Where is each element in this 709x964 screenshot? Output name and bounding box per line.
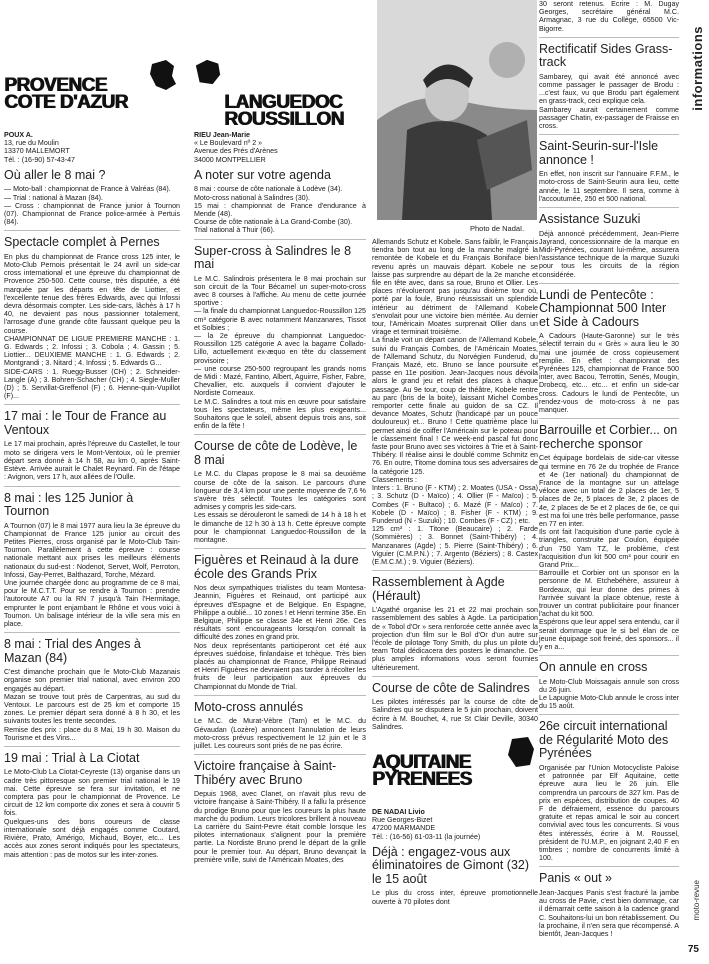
article-paragraph: CHAMPIONNAT DE LIGUE PREMIERE MANCHE : 1. G. Edwards ; 2. Infossi ; 3. Cobola ; 4. Gassin ; 5. Liottier... DEUXIEME MANCHE : 1. G. Edwards ; 2. Montgrandi ; 3. Nitard ; 4. Infossi ; 5. Edwards G... (4, 334, 180, 368)
article-title: Spectacle complet à Pernes (4, 235, 160, 250)
article-paragraph: Le M.C. du Clapas propose le 8 mai sa deuxième course de côte de la saison. Le parcours d'une longueur de 3,4 km pour une pente moyenne de 7,6 % s'avère très sélectif. Toutes les catégories sont admises y compris les side-cars. (194, 470, 366, 512)
article-paragraph: Une journée chargée donc au programme de ce 8 mai, pour le M.C.T.T. Pour se rendre à Tournon : prendre l'autoroute A7 ou la RN 7 jusqu'à Tain l'Hermitage, emprunter le pont enjambant le Rhône et vous voici à Tournon. Un balisage intérieur de la ville sera mis en place. (4, 578, 180, 628)
article-separator (539, 283, 679, 284)
article-separator (194, 548, 366, 549)
article-paragraph: 30 seront retenus. Ecrire : M. Dugay Georges, secrétaire général M.C. Armagnac, 3 rue du Collège, 65500 Vic-Bigorre. (539, 0, 679, 33)
article-paragraph: Moto-cross national à Salindres (30). (194, 193, 310, 202)
article-paragraph: Cet équipage bordelais de side-car vitesse qui termine en 76 2e du trophée de France et 4e (1er national) du championnat de France de la montagne sur un attelage véloce avec un total de 2 places de 1er, 5 places de 2e, 5 places de 3e, 2 places de 4e, 2 places de 5e et 2 places de 6e, ce qui est ma foi une très belle performance, passe en 77 en inter. (539, 454, 679, 528)
provence-banner: PROVENCE COTE D'AZUR (4, 60, 180, 128)
column-provence (4, 0, 180, 964)
correspondent-line: 47200 MARMANDE (372, 824, 436, 833)
article-paragraph: Sambarey aurait certainement comme passager Chatin, ex-passager de Fraisse en cross. (539, 105, 679, 131)
article-title: Super-cross à Salindres le 8 mai (194, 243, 352, 272)
article-title: Rectificatif Sides Grass-track (539, 41, 673, 70)
correspondent-line: Tél. : (16-90) 57-43-47 (4, 155, 75, 164)
article-title: 26e circuit international de Régularité Moto des Pyrénées (539, 719, 669, 761)
article-title: Figuères et Reinaud à la dure école des Grands Prix (194, 553, 359, 581)
article-title: Déjà : engagez-vous aux éliminatoires de Gimont (32) le 15 août (372, 844, 530, 886)
section-side-label: informations (690, 26, 705, 111)
article-title: Course de côte de Lodève, le 8 mai (194, 439, 358, 467)
article-separator (4, 746, 180, 747)
magazine-name: moto-revue (692, 880, 701, 921)
article-paragraph: Sambarey, qui avait été annoncé avec comme passager le passager de Brodu : ...c'est faux, vu que Brodu part également en grass-track, ceci explique cela. (539, 72, 679, 106)
article-title: Panis « out » (539, 871, 612, 886)
article-separator (194, 754, 366, 755)
article-paragraph: Le 17 mai prochain, après l'épreuve du Castellet, le tour moto se dirigera vers le Mont-Ventoux, où le premier départ sera donné à 14 h 58, au km 0, après Saint-Estève. Arrivée aurait le Chalet Reynard. Fin de l'étape : Avignon, vers 17 h, aux allées de l'Oulle. (4, 440, 180, 482)
article-separator (539, 134, 679, 135)
article-separator (539, 207, 679, 208)
article-separator (4, 230, 180, 231)
aquitaine-banner: AQUITAINE PYRENEES (372, 737, 538, 805)
article-title: Assistance Suzuki (539, 212, 641, 227)
article-paragraph: La finale voit un départ canon de l'Allemand Kobele, suivi du Français Combes, de l'Américain Moates, de l'Allemand Schutz, du Norvégien Funderud, du Français Mazé, etc. Bruno se lance poursuite et passe en 11e position. Jean-Jacques nous dévoila alors le grand jeu et refait des places à chaque passage. Au 9e tour, coup de théâtre, Kobele rentre au parc (bris de la boite), laissant Michel Combes remporter cette finale au guidon de sa CZ. Il devance Moates, Schutz (handicapé par un pouce douloureux) et... Bruno ! Cette quatrième place lui permet ainsi de coiffer l'Américain sur le poteau pour le classement final ! Ce week-end pascal fut donc faste pour Bruno avec ses victoires à Trie et à Saint-Thibéry. Il réalise ainsi le doublé comme Schmitz en 76. En outre, Titome domina tous ses adversaires de la catégorie 125. (372, 336, 538, 476)
article-title: A noter sur votre agenda (194, 167, 331, 182)
right-articles (539, 0, 679, 938)
article-paragraph: Allemands Schutz et Kobele. Sans faiblir, le Français tiendra bon tout au long de la manche malgré la remontée de Kobele et du Français Boniface bien revenu après un mauvais départ. Kobele ne se laisse pas surprendre au départ de la 2e manche et file en tête avec, dans sa roue, Bruno et Ollier. Les places n'évolueront pas jusqu'au dixième tour où, porté par la foule, Bruno réussissait un splendide intérieur au détriment de l'Allemand Kobele s'envolait pour une victoire bien méritée. Au dernier tour, l'Américain Moates surprenait Ollier dans un virage et terminait troisième. (372, 238, 538, 337)
article-paragraph: Le M.C. Salindrois présentera le 8 mai prochain sur son circuit de la Tour Bécamel un super-moto-cross avec 8 courses à l'affiche. Au menu de cette journée sportive : (194, 274, 366, 308)
column-languedoc (194, 0, 366, 964)
article-paragraph: En effet, non inscrit sur l'annuaire F.F.M., le moto-cross de Saint-Seurin aura lieu, cette année, le 11 septembre. Il sera, comme à l'accoutumée, 250 et 500 national. (539, 170, 679, 203)
article-separator (372, 676, 538, 677)
region-map-icon (194, 56, 222, 88)
aquitaine-article (372, 846, 538, 906)
article-separator (539, 655, 679, 656)
article-title: Où aller le 8 mai ? (4, 167, 106, 182)
article-paragraph: Ils ont fait l'acquisition d'une partie cycle à triangles, construite par Coulon, équipée d'un 750 Yam TZ, le problème, c'est l'acquisition d'un kit 500 cm³ pour courir en Grand Prix... (539, 528, 679, 569)
article-title: 8 mai : Trial des Anges à Mazan (84) (4, 637, 141, 665)
middle-articles (372, 238, 538, 731)
rider-photo (377, 0, 537, 220)
correspondent-line: 13370 MALLEMORT (4, 147, 70, 156)
article-separator (194, 695, 366, 696)
article-separator (4, 404, 180, 405)
article-paragraph: En plus du championnat de France cross 125 inter, le Moto-Club Pernois présentait le 24 avril un side-car cross international et une épreuve du championnat de Provence 250-500. Cette course, très disputée, a été marquée par les départs en tête de Liottier, et l'excellente tenue des frères Edwards, avec qui Infossi devra désormais compter. Les side-cars, lâchés à 17 h 40, ne devaient pas nous passionner totalement, l'arrosage d'une grande côte faussant quelque peu la course. (4, 252, 180, 335)
languedoc-correspondent (194, 131, 366, 164)
article-paragraph: Le Moto-Club Moissagais annule son cross du 26 juin. (539, 677, 679, 694)
article-paragraph: Les pilotes intéressés par la course de côte de Salindres qui se disputera le 5 juin prochain, doivent écrire à M. Bouchet, 4, rue St Clair Deville, 30340 Salindres. (372, 698, 538, 731)
page-number: 75 (687, 944, 699, 955)
article-paragraph: Course de côte nationale à La Grand-Combe (30). (194, 218, 353, 227)
article-title: Moto-cross annulés (194, 699, 304, 714)
article-separator (539, 866, 679, 867)
article-paragraph: Barrouille et Corbier ont un sponsor en la personne de M. Etchebéhère, assureur à Bordeaux, qui leur donne des primes à l'arrivée suivant la place obtenue, reste à trouver un contrat publicitaire pour financer l'achat du kit 500. (539, 569, 679, 619)
article-paragraph: A Cadours (Haute-Garonne) sur le très sélectif terrain du « Grès » aura lieu le 30 mai une journée de cross copieusement remplie. En effet : championnat des Pyrénées 125, championnat de France 500 inter, avec Bacou, Terrottin, Senés, Mougin, Drobecq, etc... etc... et enfin un side-car cross. Cadours le lundi de Pentecôte, un rendez-vous de moto-cross à ne pas manquer. (539, 332, 679, 415)
languedoc-articles (194, 169, 366, 864)
article-title: 19 mai : Trial à La Ciotat (4, 750, 140, 765)
article-paragraph: Depuis 1968, avec Clanet, on n'avait plus revu de victoire française à Saint-Thibéry. Il a fallu la présence du prodige Bruno pour que les coureurs la plus haute marche du podium. Leurs tricolores brillent à nouveau La carrière du Saint-Pevre était comble lorsque les pilotes internationaux s'alignent pour la première partie. La Nordiste Bruno prend le départ de la grille pour le premier tour. Au départ, Bruno devançait la première vrille, suivi de l'Américain Moates, des (194, 790, 366, 864)
article-paragraph: 8 mai : course de côte nationale à Lodève (34). (194, 185, 343, 194)
article-paragraph: Déjà annoncé précédemment, Jean-Pierre Jayrand, concessionnaire de la marque en Midi-Pyrénées, courant lui-même, assurera l'assistance technique de la marque Suzuki pour tous les circuits de la région considérée. (539, 229, 679, 279)
article-paragraph: Le plus du cross inter, épreuve promotionnelle ouverte à 70 pilotes dont (372, 889, 538, 906)
correspondent-line: Avenue des Prés d'Arènes (194, 147, 278, 156)
languedoc-banner: LANGUEDOC ROUSSILLON (194, 60, 366, 128)
correspondent-line: Tél. : (16-56) 61-03-11 (la journée) (372, 832, 481, 841)
article-paragraph: Espérons que leur appel sera entendu, car il serait dommage que le si bel élan de ce jeune équipage soit freiné, des sponsors... il y en a... (539, 618, 679, 651)
article-paragraph: Nos deux sympathiques trialistes du team Montesa-Jeannin, Figuères et Reinaud, ont participé aux épreuves d'Espagne et de Belgique. En Espagne, Philippe a oublié... 10 zones ! et Henri termine 35e. En Belgique, Philippe se classe 34e et Henri 26e. Ces résultats sont encourageants lorsqu'on connaît la difficulté des zones en grand prix. (194, 584, 366, 642)
article-paragraph: Jean-Jacques Panis s'est fracturé la jambe au cross de Pavie, c'est bien dommage, car il démarrait cette saison à la cadence grand C. Souhaitons-lui un bon rétablissement. Ou la prochaine, il n'en sera que récompensé. A bientôt, Jean-Jacques ! (539, 888, 679, 938)
article-paragraph: Mazan se trouve tout près de Carpentras, au sud du Ventoux. Le parcours est de 25 km et comporte 15 zones. Le premier départ sera donné à 8 h 30, et les suivants toutes les trente secondes. (4, 692, 180, 726)
correspondent-line: 13, rue du Moulin (4, 139, 59, 148)
correspondent-line: Rue Georges-Bizet (372, 816, 433, 825)
correspondent-line: 34000 MONTPELLIER (194, 155, 266, 164)
article-paragraph: — une course 250-500 regroupant les grands noms de Midi : Mazé, Fantino, Albert, Aguirre, Fisher, Fabre, Chevallier, etc. auxquels il convient d'ajouter le Nordiste Corneaux. (194, 364, 366, 398)
provence-correspondent (4, 131, 180, 164)
article-title: On annule en cross (539, 660, 648, 675)
article-paragraph: Quelques-uns des bons coureurs de classe internationale sont déjà engagés comme Coutard, Rivière, Prato, Amérigo, Michaud, Boyer, etc... Les accès aux zones seront indiqués pour les spectateurs, mais attention : pas de motos sur les inter-zones. (4, 817, 180, 859)
photo-caption: Photo de Nadaï. (470, 224, 525, 233)
article-paragraph: Organisée par l'Union Motocycliste Paloise et patronnée par Elf Aquitaine, cette épreuve aura lieu le 26 juin. Elle comprendra un parcours de 327 km. Pas de prix en espèces, distribution de coupes. 40 F de défraiement, essence du parcours gratuite et repas amical le soir au concert convivial avec tous les concurrents. Si vous êtes intéressés, écrire à M. Roussel, président de l'U.M.P., en joignant 2,40 F en timbres ; nombre de concurrents limité à 100. (539, 763, 679, 863)
article-paragraph: Trial national à Thuir (66). (194, 226, 275, 235)
correspondent-line: POUX A. (4, 131, 33, 139)
article-paragraph: 15 mai : championnat de France d'endurance à Mende (48). (194, 201, 366, 218)
article-paragraph: Classements : (372, 475, 417, 484)
article-paragraph: Le Moto-Club La Ciotat-Ceyreste (13) organise dans un cadre très pittoresque son premier trial national le 19 mai. Cette épreuve se fera sur invitation, et ne comptera pas pour le championnat de Provence. Le circuit de 12 km comporte dix zones et sera à couvrir 5 fois. (4, 768, 180, 818)
article-paragraph: — Cross : championnat de France junior à Tournon (07). Championnat de France police-armée à Pertuis (84). (4, 201, 180, 227)
article-paragraph: Inters : 1. Bruno (F - KTM) ; 2. Moates (USA - Ossa) ; 3. Schutz (D - Maïco) ; 4. Ollier (F - Maïco) ; 5. Combes (F - Bultaco) ; 6. Mazé (F - Maïco) ; 7. Kobele (D - Maïco) ; 8. Fisher (F - KTM) ; 9. Funderud (N - Suzuki) ; 10. Combes (F - CZ) ; etc. (372, 484, 538, 525)
article-paragraph: Nos deux représentants participeront cet été aux épreuves suédoise, finlandaise et tchèque. Très bien placés au championnat de France, Philippe Reinaud et Henri Figuères ne devraient pas tarder à récolter les fruits de leur participation aux épreuves du Championnat du Monde de Trial. (194, 641, 366, 691)
article-paragraph: — Moto-ball : championnat de France à Valréas (84). (4, 185, 171, 194)
article-paragraph: — la 2e épreuve du championnat Languedoc-Roussillon 125 catégorie A avec la bagarre Collado-Lillo, actuellement ex-æquo en tête du classement provisoire ; (194, 331, 366, 365)
article-paragraph: C'est dimanche prochain que le Moto-Club Mazanais organise son premier trial national, avec environ 200 engagés au départ. (4, 668, 180, 693)
correspondent-line: DE NADAI Livio (372, 808, 425, 817)
region-map-icon (506, 735, 536, 769)
correspondent-line: « Le Boulevard nº 2 » (194, 139, 263, 148)
article-title: Barrouille et Corbier... on recherche sponsor (539, 423, 678, 451)
provence-articles (4, 169, 180, 859)
article-separator (539, 37, 679, 38)
article-title: 17 mai : le Tour de France au Ventoux (4, 409, 167, 437)
article-separator (539, 714, 679, 715)
article-separator (4, 486, 180, 487)
article-paragraph: — la finale du championnat Languedoc-Roussillon 125 cm³ catégorie B avec notamment Manzanares, Tissot et Solbies ; (194, 307, 366, 332)
article-title: Saint-Seurin-sur-l'Isle annonce ! (539, 139, 659, 167)
column-right (539, 0, 679, 964)
article-title: Victoire française à Saint-Thibéry avec Bruno (194, 759, 337, 787)
article-separator (4, 632, 180, 633)
article-separator (194, 239, 366, 240)
article-separator (539, 418, 679, 419)
article-paragraph: Remise des prix : place du 8 Mai, 19 h 30. Maison du Tourisme et des Vins... (4, 725, 180, 742)
article-paragraph: Le Lapugnie Moto-Club annule le cross inter du 15 août. (539, 694, 679, 711)
aquitaine-correspondent (372, 808, 538, 841)
article-paragraph: A Tournon (07) le 8 mai 1977 aura lieu la 3e épreuve du Championnat de France 125 junior au circuit des Petites Pierres, cross organisé par le Moto-Club Tain-Tournon. Parallèlement à cette épreuve : course nationale mettant aux prises les meilleurs éléments nationaux du sud-est : Nodenot, Servet, Wolf, Perroton, Infossi, Gay-Perret, Balthazard, Torche, Mézard. (4, 521, 180, 579)
column-middle (372, 238, 538, 964)
article-title: Lundi de Pentecôte : Championnat 500 Inter et Side à Cadours (539, 287, 667, 329)
article-paragraph: Le M.C. Salindres a tout mis en œuvre pour satisfaire tous les spectateurs, même les plus exigeants... Souhaitons que le soleil, absent depuis trois ans, soit enfin de la fête ! (194, 397, 366, 431)
article-paragraph: — Trial : national à Mazan (84). (4, 193, 103, 202)
article-paragraph: 125 cm³ : 1. Titone (Beaucaire) ; 2. Farde (Sommières) ; 3. Bonnet (Saint-Thibéry) ; 4. Manzanares (Agde) ; 5. Pierre (Saint-Thibéry) ; 6. Viguier (C.M.P.N.) ; 7. Argento (Béziers) ; 8. Castex (E.M.C.M.) ; 9. Viguier (Béziers). (372, 525, 538, 566)
article-paragraph: Le M.C. de Murat-Vèbre (Tarn) et le M.C. du Gévaudan (Lozère) annoncent l'annulation de leurs moto-cross prévus respectivement le 12 juin et le 3 juillet. Les coureurs sont priés de ne pas écrire. (194, 717, 366, 750)
region-map-icon (148, 58, 178, 92)
article-title: Rassemblement à Agde (Hérault) (372, 575, 505, 603)
article-paragraph: Les essais se dérouleront le samedi de 14 h à 18 h et le dimanche de 12 h 30 à 13 h. Cette épreuve compte pour le championnat Languedoc-Roussillon de la montagne. (194, 511, 366, 545)
article-separator (194, 434, 366, 435)
article-paragraph: SIDE-CARS : 1. Ruegg-Busser (CH) ; 2. Schneider-Langle (A) ; 3. Bohren-Schacher (CH) ; 4. Siegle-Muller (D) ; 5. Servillat-Greffenol (F) ; 6. Henne-quin-Vupillot (F)... (4, 367, 180, 401)
article-paragraph: L'Agathé organise les 21 et 22 mai prochain son rassemblement des sables à Agde. La participation de « Tobol d'Or » sera renforcée cette année avec la projection d'un film sur le Bol d'Or d'un autre sur l'école de pilotage Tony Smith, du plus un pilote du team Total dédicacera des posters le dimanche. De plus amples informations vous seront fournies ultérieurement. (372, 606, 538, 672)
article-title: Course de côte de Salindres (372, 680, 530, 695)
article-separator (372, 570, 538, 571)
article-title: 8 mai : les 125 Junior à Tournon (4, 490, 134, 518)
correspondent-line: RIEU Jean-Marie (194, 131, 250, 139)
